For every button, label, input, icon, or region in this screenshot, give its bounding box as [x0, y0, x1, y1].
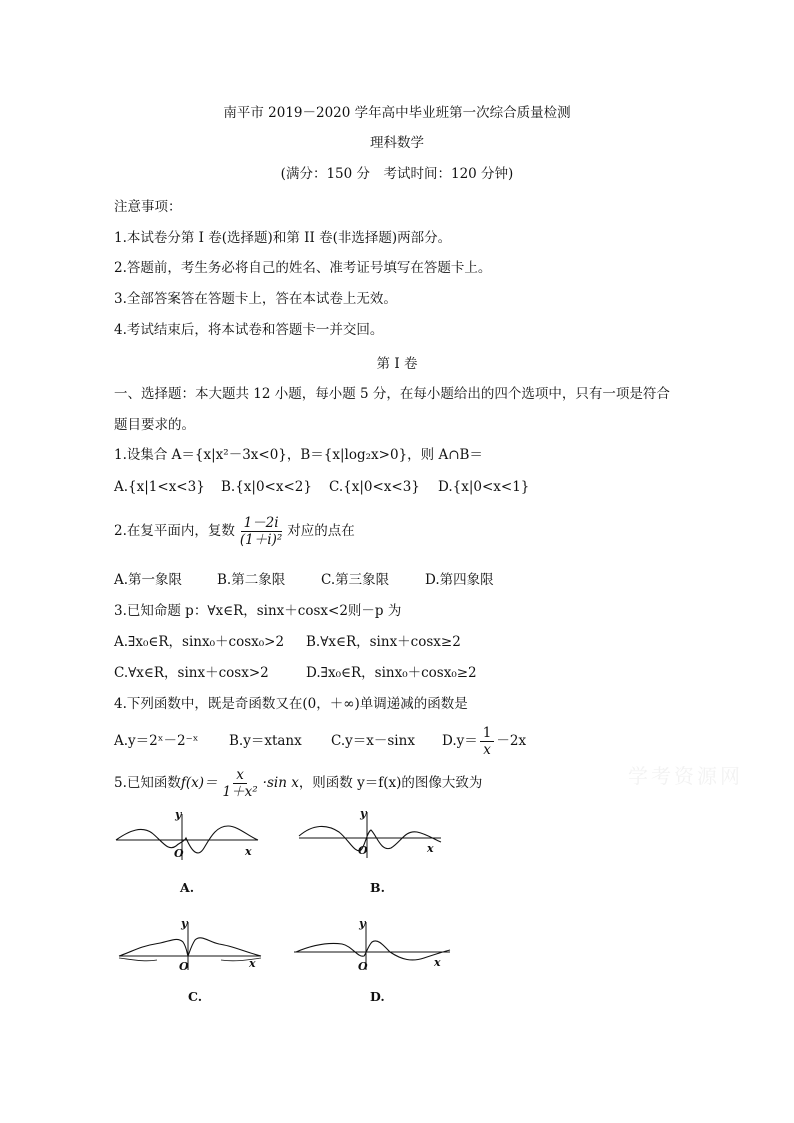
y-axis-label: y	[181, 918, 188, 930]
graph-d	[290, 918, 455, 974]
graph-label-d: D.	[370, 989, 385, 1004]
x-axis-label: x	[249, 957, 256, 970]
notice-item: 1.本试卷分第 I 卷(选择题)和第 II 卷(非选择题)两部分。	[114, 230, 452, 246]
q5-denominator: 1＋x²	[222, 784, 258, 800]
graph-c	[115, 918, 265, 974]
option-d-pre: D.y＝	[442, 733, 478, 749]
question-3-stem: 3.已知命题 p：∀x∈R，sinx＋cosx<2则－p 为	[114, 603, 402, 619]
q2-fraction	[237, 515, 285, 548]
y-axis-label: y	[175, 808, 182, 821]
option-d: D.第四象限	[425, 572, 494, 588]
notice-heading: 注意事项：	[114, 199, 182, 215]
y-axis-label: y	[359, 918, 366, 930]
origin-label: O	[358, 844, 368, 857]
question-5-stem	[114, 763, 482, 803]
graph-label-c: C.	[188, 989, 203, 1004]
x-axis-label: x	[434, 956, 441, 969]
q5-fraction	[220, 767, 261, 800]
q2-numerator: 1－2i	[241, 515, 282, 532]
option-c: C.{x|0<x<3}	[329, 479, 420, 495]
option-a: A.第一象限	[114, 572, 183, 588]
graph-label-b: B.	[370, 880, 385, 895]
exam-subject: 理科数学	[370, 135, 424, 151]
x-axis-label: x	[245, 845, 252, 858]
option-a: A.∃x₀∈R，sinx₀＋cosx₀>2	[114, 634, 285, 650]
graph-b	[295, 808, 445, 864]
question-2-stem	[114, 511, 355, 551]
option-d-numerator: 1	[480, 725, 495, 742]
q5-sin-factor: ·sin x	[262, 775, 299, 791]
option-d: D.∃x₀∈R，sinx₀＋cosx₀≥2	[306, 665, 477, 681]
option-c: C.第三象限	[321, 572, 390, 588]
section-instruction-cont: 题目要求的。	[114, 417, 195, 433]
q5-numerator: x	[233, 767, 247, 784]
part-title: 第 I 卷	[376, 356, 418, 372]
option-b: B.第二象限	[217, 572, 286, 588]
exam-meta: (满分：150 分 考试时间：120 分钟)	[280, 166, 514, 182]
section-instruction: 一、选择题：本大题共 12 小题，每小题 5 分，在每小题给出的四个选项中，只有一项是符合	[114, 386, 670, 402]
option-d	[442, 721, 526, 761]
q2-post: 对应的点在	[287, 523, 355, 539]
option-d-post: －2x	[496, 733, 527, 749]
q2-pre: 2.在复平面内，复数	[114, 523, 235, 539]
option-d-denominator: x	[483, 742, 491, 758]
origin-label: O	[174, 847, 184, 860]
option-c: C.y＝x－sinx	[331, 733, 415, 749]
notice-item: 4.考试结束后，将本试卷和答题卡一并交回。	[114, 322, 384, 338]
option-a: A.y＝2ˣ－2⁻ˣ	[114, 733, 199, 749]
origin-label: O	[358, 960, 368, 973]
graph-label-a: A.	[180, 880, 195, 895]
option-c: C.∀x∈R，sinx＋cosx>2	[114, 665, 269, 681]
q5-pre: 5.已知函数	[114, 775, 181, 791]
option-a: A.{x|1<x<3}	[114, 479, 205, 495]
notice-item: 2.答题前，考生务必将自己的姓名、准考证号填写在答题卡上。	[114, 260, 492, 276]
q5-post: ，则函数 y＝f(x)的图像大致为	[298, 775, 483, 791]
option-b: B.y＝xtanx	[229, 733, 302, 749]
exam-title: 南平市 2019－2020 学年高中毕业班第一次综合质量检测	[223, 105, 571, 121]
q2-denominator: (1＋i)²	[239, 532, 283, 548]
origin-label: O	[179, 960, 189, 973]
question-4-options	[114, 721, 734, 761]
option-d-fraction	[480, 725, 495, 758]
option-b: B.{x|0<x<2}	[221, 479, 312, 495]
x-axis-label: x	[427, 842, 434, 855]
graph-a	[112, 808, 262, 864]
question-4-stem: 4.下列函数中，既是奇函数又在(0，＋∞)单调递减的函数是	[114, 696, 468, 712]
q5-function-name: f(x)＝	[180, 775, 218, 791]
y-axis-label: y	[360, 808, 367, 820]
watermark: 学考资源网	[628, 764, 743, 788]
question-1-stem: 1.设集合 A＝{x|x²－3x<0}，B＝{x|log₂x>0}，则 A∩B＝	[114, 447, 483, 463]
option-b: B.∀x∈R，sinx＋cosx≥2	[306, 634, 461, 650]
notice-item: 3.全部答案答在答题卡上，答在本试卷上无效。	[114, 291, 397, 307]
option-d: D.{x|0<x<1}	[438, 479, 530, 495]
